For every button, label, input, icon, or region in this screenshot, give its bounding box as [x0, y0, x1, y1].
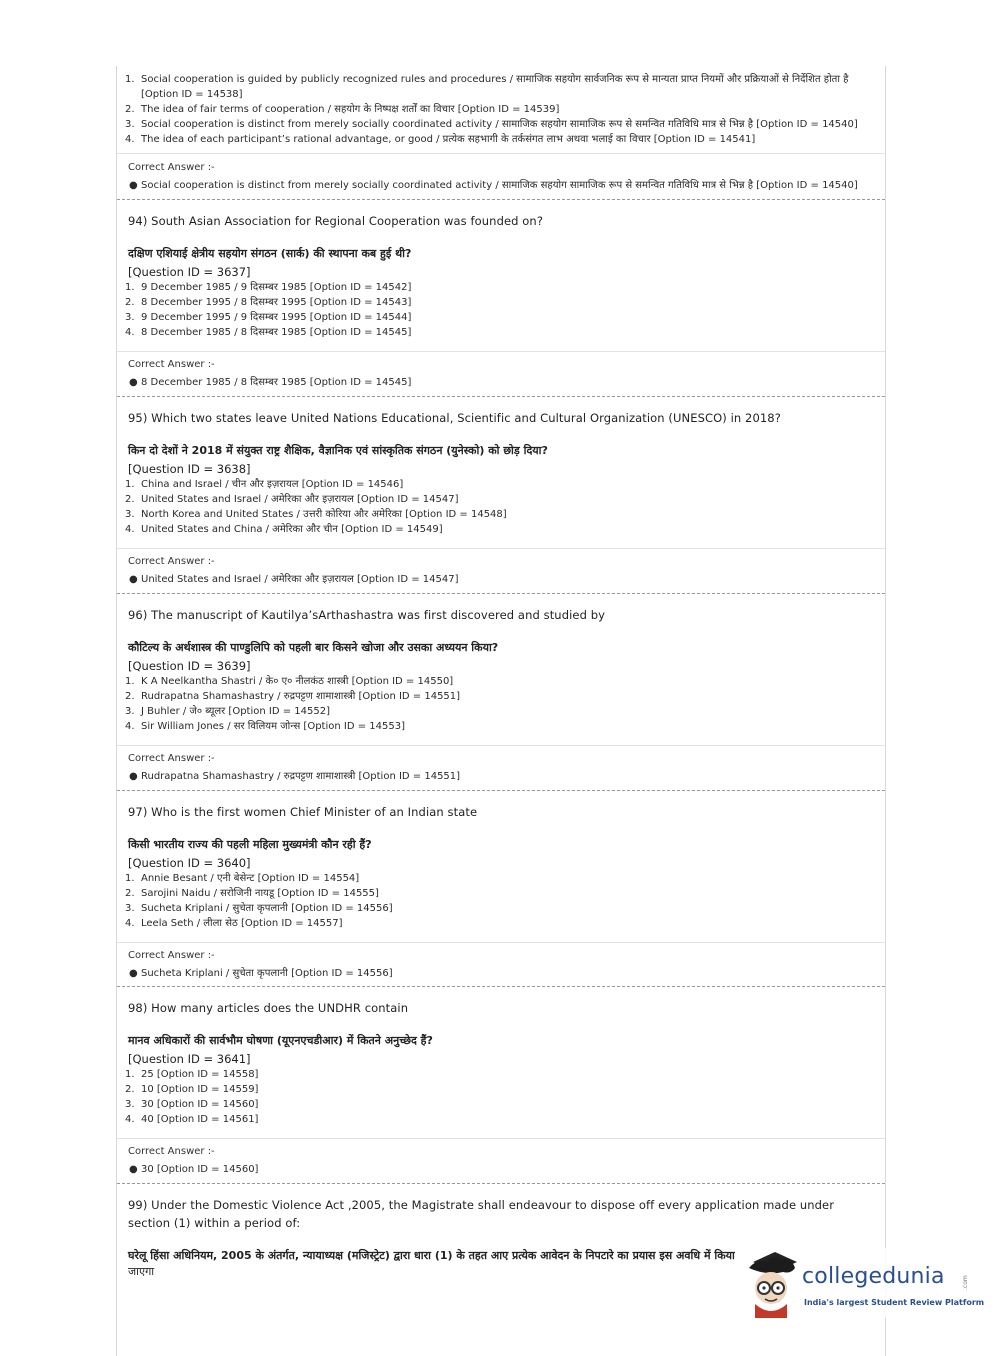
divider — [117, 1138, 885, 1139]
option-item: 3. Social cooperation is distinct from merely socially coordinated activity / सामाजिक सहयोग सामाजिक रूप से समन्वित गतिविधि मात्र से भिन्न है [Option ID = 14540] — [125, 119, 858, 130]
correct-answer — [117, 752, 885, 784]
correct-answer — [117, 949, 885, 981]
option-item: 2. The idea of fair terms of cooperation / सहयोग के निष्पक्ष शर्तों का विचार [Option ID = 14539] — [125, 104, 560, 115]
question-title-continued: section (1) within a period of: — [128, 1216, 301, 1230]
option-item: 3. Sucheta Kriplani / सुचेता कृपलानी [Option ID = 14556] — [125, 903, 393, 914]
question-separator — [117, 790, 885, 791]
question-title: 97) Who is the first women Chief Minister of an Indian state — [128, 805, 478, 819]
correct-answer-value: ● Social cooperation is distinct from merely socially coordinated activity / सामाजिक सहयोग सामाजिक रूप से समन्वित गतिविधि मात्र से भिन्न है [Option ID = 14540] — [129, 180, 858, 191]
correct-answer — [117, 161, 885, 193]
brand-name: collegedunia — [802, 1264, 945, 1289]
question-separator — [117, 396, 885, 397]
question-separator — [117, 199, 885, 200]
question-title: 95) Which two states leave United Nations Educational, Scientific and Cultural Organization (UNESCO) in 2018? — [128, 411, 781, 425]
correct-answer-value: ● 8 December 1985 / 8 दिसम्बर 1985 [Option ID = 14545] — [129, 377, 412, 388]
question-hindi: किसी भारतीय राज्य की पहली महिला मुख्यमंत्री कौन रही हैं? — [128, 838, 372, 851]
option-item: 4. United States and China / अमेरिका और चीन [Option ID = 14549] — [125, 524, 443, 535]
question-title: 99) Under the Domestic Violence Act ,2005, the Magistrate shall endeavour to dispose off every application made under — [128, 1198, 835, 1212]
question-id: [Question ID = 3641] — [128, 1052, 251, 1066]
document-page — [116, 66, 886, 1356]
correct-answer — [117, 358, 885, 390]
question-98 — [117, 999, 885, 1127]
correct-answer-label: Correct Answer :- — [128, 162, 215, 173]
correct-answer — [117, 555, 885, 587]
option-item: 3. J Buhler / जे० ब्यूलर [Option ID = 14552] — [125, 706, 330, 717]
divider — [117, 745, 885, 746]
option-item: 4. 8 December 1985 / 8 दिसम्बर 1985 [Option ID = 14545] — [125, 327, 412, 338]
option-item: 3. 30 [Option ID = 14560] — [125, 1099, 259, 1110]
correct-answer-value: ● 30 [Option ID = 14560] — [129, 1164, 259, 1175]
question-94 — [117, 212, 885, 340]
question-93-options — [117, 72, 885, 147]
question-title: 94) South Asian Association for Regional Cooperation was founded on? — [128, 214, 544, 228]
correct-answer-value: ● Sucheta Kriplani / सुचेता कृपलानी [Option ID = 14556] — [129, 968, 393, 979]
option-item: 3. 9 December 1995 / 9 दिसम्बर 1995 [Option ID = 14544] — [125, 312, 412, 323]
option-item: 4. Leela Seth / लीला सेठ [Option ID = 14557] — [125, 918, 343, 929]
brand-tagline: India's largest Student Review Platform — [804, 1298, 985, 1307]
correct-answer-label: Correct Answer :- — [128, 950, 215, 961]
divider — [117, 351, 885, 352]
option-item: 1. K A Neelkantha Shastri / के० ए० नीलकंठ शास्त्री [Option ID = 14550] — [125, 676, 454, 687]
option-item: 1. Social cooperation is guided by publicly recognized rules and procedures / सामाजिक सहयोग सार्वजनिक रूप से मान्यता प्राप्त नियमों और प्रक्रियाओं से निर्देशित होता है [Option ID = 14538] — [125, 74, 849, 100]
correct-answer — [117, 1145, 885, 1177]
question-id: [Question ID = 3639] — [128, 659, 251, 673]
option-item: 1. Annie Besant / एनी बेसेन्ट [Option ID = 14554] — [125, 873, 360, 884]
option-item: 1. 9 December 1985 / 9 दिसम्बर 1985 [Option ID = 14542] — [125, 282, 412, 293]
correct-answer-value: ● United States and Israel / अमेरिका और इज़रायल [Option ID = 14547] — [129, 574, 459, 585]
option-item: 2. Sarojini Naidu / सरोजिनी नायडू [Option ID = 14555] — [125, 888, 379, 899]
question-hindi: कौटिल्य के अर्थशास्त्र की पाण्डुलिपि को पहली बार किसने खोजा और उसका अध्ययन किया? — [128, 641, 499, 654]
question-97 — [117, 803, 885, 931]
option-item: 4. Sir William Jones / सर विलियम जोन्स [Option ID = 14553] — [125, 721, 405, 732]
option-item: 2. Rudrapatna Shamashastry / रुद्रपट्टण शामाशास्त्री [Option ID = 14551] — [125, 691, 461, 702]
question-title: 98) How many articles does the UNDHR contain — [128, 1001, 409, 1015]
option-item: 4. The idea of each participant’s rational advantage, or good / प्रत्येक सहभागी के तर्कसंगत लाभ अथवा भलाई का विचार [Option ID = 14541] — [125, 134, 756, 145]
option-item: 3. North Korea and United States / उत्तरी कोरिया और अमेरिका [Option ID = 14548] — [125, 509, 507, 520]
question-separator — [117, 986, 885, 987]
brand-domain: .com — [962, 1275, 969, 1290]
option-item: 2. United States and Israel / अमेरिका और इज़रायल [Option ID = 14547] — [125, 494, 459, 505]
question-id: [Question ID = 3637] — [128, 265, 251, 279]
question-separator — [117, 1183, 885, 1184]
correct-answer-label: Correct Answer :- — [128, 753, 215, 764]
divider — [117, 942, 885, 943]
correct-answer-value: ● Rudrapatna Shamashastry / रुद्रपट्टण शामाशास्त्री [Option ID = 14551] — [129, 771, 461, 782]
question-title: 96) The manuscript of Kautilya’sArthashastra was first discovered and studied by — [128, 608, 606, 622]
divider — [117, 548, 885, 549]
question-96 — [117, 606, 885, 734]
option-item: 4. 40 [Option ID = 14561] — [125, 1114, 259, 1125]
question-hindi: मानव अधिकारों की सार्वभौम घोषणा (यूएनएचडीआर) में कितने अनुच्छेद हैं? — [128, 1034, 433, 1047]
option-item: 2. 10 [Option ID = 14559] — [125, 1084, 259, 1095]
option-item: 1. 25 [Option ID = 14558] — [125, 1069, 259, 1080]
question-95 — [117, 409, 885, 537]
question-hindi-continued: जाएगा — [128, 1265, 155, 1278]
question-hindi: दक्षिण एशियाई क्षेत्रीय सहयोग संगठन (सार्क) की स्थापना कब हुई थी? — [128, 247, 412, 260]
correct-answer-label: Correct Answer :- — [128, 359, 215, 370]
correct-answer-label: Correct Answer :- — [128, 556, 215, 567]
option-item: 2. 8 December 1995 / 8 दिसम्बर 1995 [Option ID = 14543] — [125, 297, 412, 308]
divider — [117, 153, 885, 154]
question-hindi: किन दो देशों ने 2018 में संयुक्त राष्ट्र शैक्षिक, वैज्ञानिक एवं सांस्कृतिक संगठन (युनेस्को) को छोड़ दिया? — [128, 444, 548, 457]
question-id: [Question ID = 3640] — [128, 856, 251, 870]
question-id: [Question ID = 3638] — [128, 462, 251, 476]
correct-answer-label: Correct Answer :- — [128, 1146, 215, 1157]
option-item: 1. China and Israel / चीन और इज़रायल [Option ID = 14546] — [125, 479, 404, 490]
question-hindi: घरेलू हिंसा अधिनियम, 2005 के अंतर्गत, न्यायाध्यक्ष (मजिस्ट्रेट) द्वारा धारा (1) के तहत आए प्रत्येक आवेदन के निपटारे का प्रयास इस अवधि में किया — [128, 1249, 735, 1262]
question-separator — [117, 593, 885, 594]
